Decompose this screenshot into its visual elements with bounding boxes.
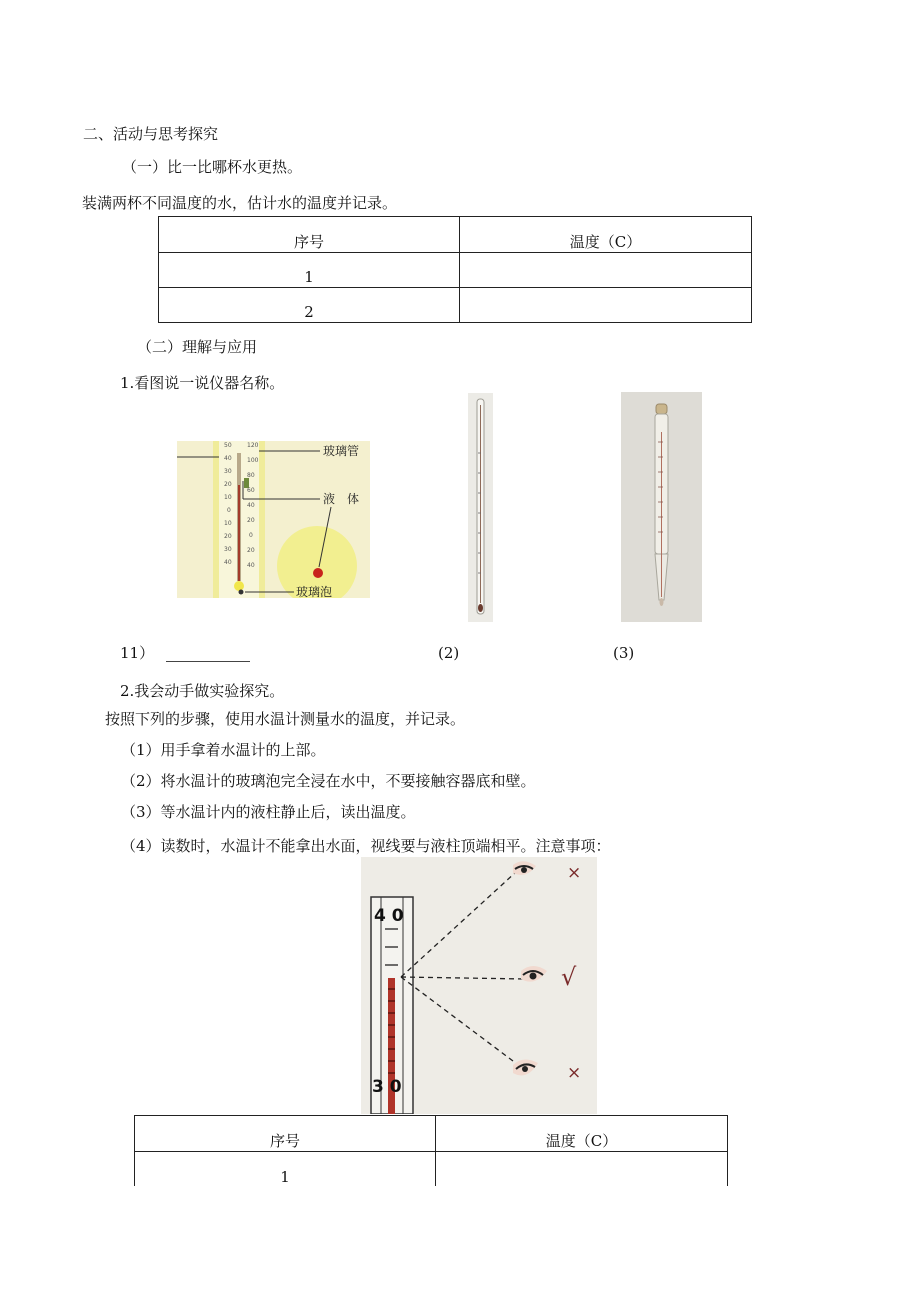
page-bottom-margin xyxy=(0,1186,920,1301)
q2-prompt: 2.我会动手做实验探究。 xyxy=(120,682,285,700)
thermometer-diagram xyxy=(177,441,370,598)
cross-mark-icon: × xyxy=(567,1063,582,1083)
part1-heading: （一）比一比哪杯水更热。 xyxy=(122,158,303,176)
scale-left-label: 10 xyxy=(224,520,232,527)
part2-heading: （二）理解与应用 xyxy=(137,338,258,356)
table-header-temperature: 温度（C） xyxy=(436,1116,728,1152)
caption-1-label: 11） xyxy=(120,644,155,662)
table-cell-index: 2 xyxy=(159,288,460,323)
scale-left-label: 50 xyxy=(224,442,232,449)
part1-instruction: 装满两杯不同温度的水，估计水的温度并记录。 xyxy=(82,194,398,212)
scale-mark-bottom: 3 0 xyxy=(372,1077,402,1097)
step-4: （4）读数时，水温计不能拿出水面，视线要与液柱顶端相平。注意事项： xyxy=(121,837,611,855)
scale-right-label: 120 xyxy=(247,442,259,449)
scale-right-label: 20 xyxy=(247,547,255,554)
table-header-temperature: 温度（C） xyxy=(460,217,752,253)
scale-left-label: 40 xyxy=(224,455,232,462)
table-header-index: 序号 xyxy=(159,217,460,253)
table-row xyxy=(135,1152,728,1188)
caption-3: (3) xyxy=(613,644,635,662)
q1-prompt: 1.看图说一说仪器名称。 xyxy=(120,374,285,392)
scale-right-label: 40 xyxy=(247,562,255,569)
q2-intro: 按照下列的步骤，使用水温计测量水的温度，并记录。 xyxy=(105,710,466,728)
water-thermometer-photo xyxy=(621,392,702,622)
scale-right-label: 20 xyxy=(247,517,255,524)
scale-left-label: 40 xyxy=(224,559,232,566)
scale-right-label: 40 xyxy=(247,502,255,509)
scale-left-label: 0 xyxy=(227,507,231,514)
table-cell-temperature[interactable] xyxy=(460,253,752,288)
label-liquid: 液 体 xyxy=(323,492,360,506)
scale-right-label: 100 xyxy=(247,457,259,464)
scale-right-label: 0 xyxy=(249,532,253,539)
table-row xyxy=(159,253,752,288)
scale-left-label: 30 xyxy=(224,468,232,475)
step-3: （3）等水温计内的液柱静止后，读出温度。 xyxy=(121,803,416,821)
scale-right-label: 80 xyxy=(247,472,255,479)
thermometer-photo-slim-svg xyxy=(468,393,493,622)
table-header-index: 序号 xyxy=(135,1116,436,1152)
scale-left-label: 20 xyxy=(224,533,232,540)
thermometer-photo-slim xyxy=(468,393,493,622)
table-row xyxy=(159,288,752,323)
answer-blank[interactable] xyxy=(166,647,250,662)
water-thermometer-photo-svg xyxy=(621,392,702,622)
scale-right-label: 60 xyxy=(247,487,255,494)
step-2: （2）将水温计的玻璃泡完全浸在水中，不要接触容器底和壁。 xyxy=(121,772,536,790)
scale-left-label: 30 xyxy=(224,546,232,553)
table-cell-temperature[interactable] xyxy=(436,1152,728,1188)
table-cell-temperature[interactable] xyxy=(460,288,752,323)
eye-level-reading-diagram xyxy=(361,857,597,1114)
eye-level-reading-diagram-svg xyxy=(361,857,597,1114)
caption-1 xyxy=(120,643,250,663)
scale-left-label: 20 xyxy=(224,481,232,488)
check-mark-icon: √ xyxy=(561,963,577,991)
table-cell-index: 1 xyxy=(159,253,460,288)
section-title: 二、活动与思考探究 xyxy=(83,125,219,143)
cross-mark-icon: × xyxy=(567,863,582,883)
measurement-table xyxy=(134,1115,728,1188)
caption-2: (2) xyxy=(438,644,460,662)
step-1: （1）用手拿着水温计的上部。 xyxy=(121,741,326,759)
thermometer-diagram-svg xyxy=(177,441,370,598)
table-cell-index: 1 xyxy=(135,1152,436,1188)
label-glass-tube: 玻璃管 xyxy=(323,444,360,458)
scale-mark-top: 4 0 xyxy=(374,906,404,926)
scale-left-label: 10 xyxy=(224,494,232,501)
estimate-table xyxy=(158,216,752,323)
label-glass-bulb: 玻璃泡 xyxy=(296,585,333,598)
